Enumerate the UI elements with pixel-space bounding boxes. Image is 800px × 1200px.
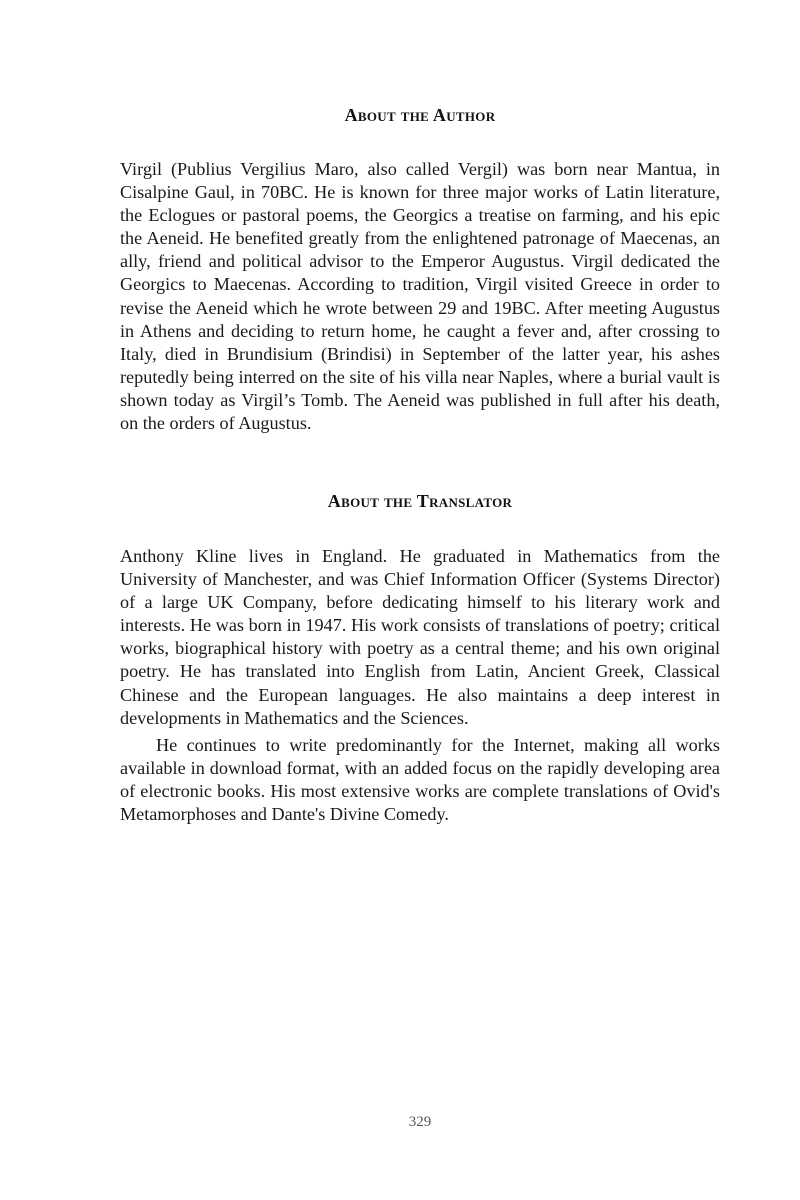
- page-number: 329: [408, 1114, 432, 1130]
- about-translator-paragraph-1: Anthony Kline lives in England. He graduated in Mathematics from the University of Manchester, and was Chief Information Officer (Systems Director) of a large UK Company, before dedicating himself to his literary work and interests. He was born in 1947. His work consists of translations of poetry; critical works, biographical history with poetry as a central theme; and his own original poetry. He has translated into English from Latin, Ancient Greek, Classical Chinese and the European languages. He also maintains a deep interest in developments in Mathematics and the Sciences.: [120, 546, 720, 728]
- about-author-heading: About the Author: [344, 105, 496, 125]
- about-translator-paragraph-2: He continues to write predominantly for the Internet, making all works available in download format, with an added focus on the rapidly developing area of electronic books. His most extensive works are complete translations of Ovid's Metamorphoses and Dante's Divine Comedy.: [120, 735, 720, 825]
- about-translator-heading: About the Translator: [327, 491, 513, 511]
- book-page: [120, 0, 720, 1200]
- about-author-paragraph: Virgil (Publius Vergilius Maro, also called Vergil) was born near Mantua, in Cisalpine Gaul, in 70BC. He is known for three major works of Latin literature, the Eclogues or pastoral poems, the Georgics a treatise on farming, and his epic the Aeneid. He benefited greatly from the enlightened patronage of Maecenas, an ally, friend and political advisor to the Emperor Augustus. Virgil dedicated the Georgics to Maecenas. According to tradition, Virgil visited Greece in order to revise the Aeneid which he wrote between 29 and 19BC. After meeting Augustus in Athens and deciding to return home, he caught a fever and, after crossing to Italy, died in Brundisium (Brindisi) in September of the latter year, his ashes reputedly being interred on the site of his villa near Naples, where a burial vault is shown today as Virgil’s Tomb. The Aeneid was published in full after his death, on the orders of Augustus.: [120, 159, 720, 434]
